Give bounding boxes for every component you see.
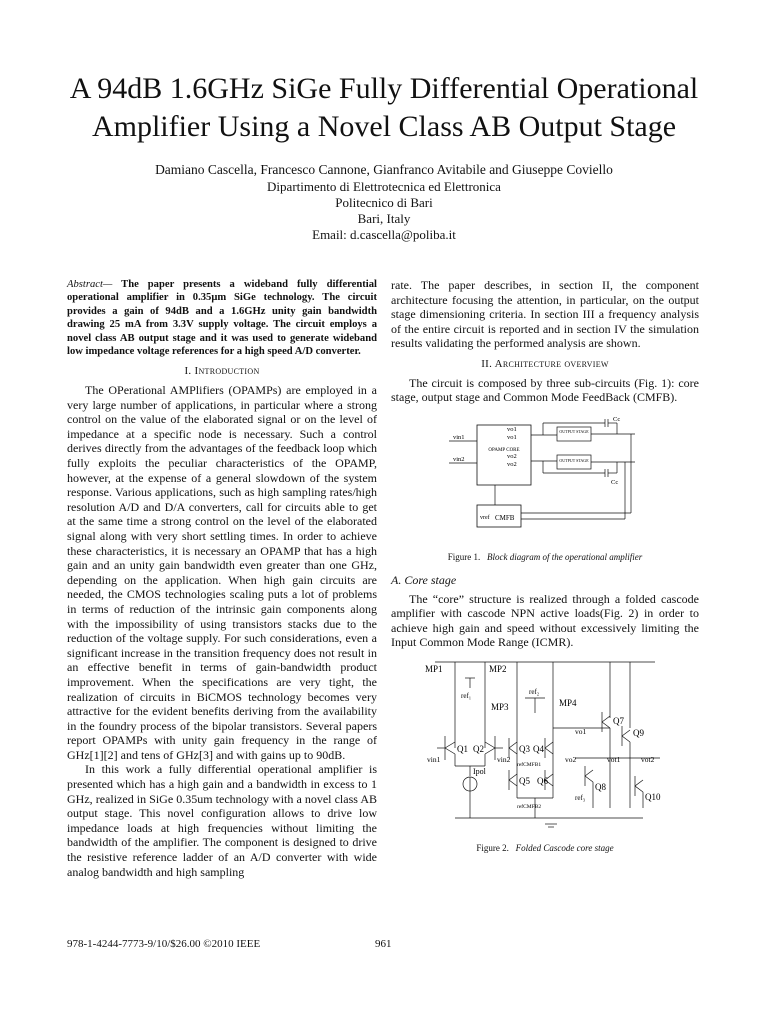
vref-label: vref — [480, 514, 490, 521]
figure-1-number: Figure 1. — [447, 552, 481, 563]
abstract — [67, 278, 377, 358]
vin1-schematic-label: vin1 — [427, 754, 441, 764]
q10-label: Q10 — [645, 791, 661, 802]
figure-1-block-diagram — [391, 413, 699, 547]
mp4-label: MP4 — [559, 697, 577, 708]
vo2-label: vo2 — [507, 452, 517, 460]
ref-cmfb1-label: refCMFB1 — [517, 761, 542, 768]
subsection-heading-core-stage: A. Core stage — [391, 572, 457, 587]
paper-title: A 94dB 1.6GHz SiGe Fully Differential Operational Amplifier Using a Novel Class AB Output Stage — [69, 72, 699, 143]
affiliation-dept: Dipartimento di Elettrotecnica ed Elettronica — [267, 179, 501, 194]
affiliation-school: Politecnico di Bari — [335, 195, 433, 210]
mp2-label: MP2 — [489, 663, 507, 674]
vo2-schematic-label: vo2 — [565, 754, 577, 764]
page-footer — [67, 938, 392, 950]
left-column — [67, 278, 377, 879]
ref1-label: ref₁ — [461, 691, 472, 700]
q1-label: Q1 — [457, 743, 468, 754]
cc-label-2: Cc — [611, 478, 619, 486]
ipol-label: Ipol — [473, 766, 486, 776]
output-stage-1-label: OUTPUT STAGE — [559, 428, 589, 434]
vin2-label: vin2 — [453, 455, 465, 463]
vo1-schematic-label: vo1 — [575, 726, 587, 736]
q5-label: Q5 — [519, 775, 530, 786]
abstract-label: Abstract— — [67, 279, 113, 290]
section-heading-architecture: II. Architecture overview — [481, 357, 609, 370]
vo2-label-b: vo2 — [507, 460, 517, 468]
ref3-label: ref₃ — [575, 793, 586, 802]
figure-1-caption — [391, 550, 699, 565]
author-block — [0, 162, 768, 243]
q8-label: Q8 — [595, 781, 606, 792]
page-number: 961 — [375, 938, 392, 950]
section-heading-introduction: I. Introduction — [184, 365, 260, 378]
figure-2-number: Figure 2. — [476, 842, 509, 853]
vo1-label-b: vo1 — [507, 433, 517, 441]
core-label: OPAMP CORE — [488, 447, 520, 453]
abstract-text: The paper presents a wideband fully differential operational amplifier in 0.35μm SiGe technology. The circuit provides a gain of 94dB and a 1.6GHz unity gain bandwidth drawing 25 mA from 3.3V supply voltage. The circuit employs a novel class AB output stage and it was used to generate wideband low impedance voltage references for a high speed A/D converter. — [67, 279, 377, 358]
folded-cascode-svg — [425, 658, 665, 833]
q9-label: Q9 — [633, 727, 644, 738]
q7-label: Q7 — [613, 715, 624, 726]
figure-2-caption-text: Folded Cascode core stage — [515, 842, 614, 853]
core-stage-paragraph: The “core” structure is realized through a folded cascode amplifier with cascode NPN active loads(Fig. 2) in order to achieve high gain and speed without excessively limiting the Input Common Mode Range (ICMR). — [391, 591, 699, 650]
intro-paragraph-2: In this work a fully differential operational amplifier is presented which has a high gain and a bandwidth in excess to 1 GHz, realized in SiGe 0.35um technology with a novel class AB output stage. This novel configuration allows to drive low impedance loads at high frequencies without limiting the bandwidth of the amplifier. The component is designed to drive the resistive reference ladder of an A/D converter with wide analog bandwidth and high sampling — [67, 762, 377, 879]
q6-label: Q6 — [537, 775, 548, 786]
q4-label: Q4 — [533, 743, 544, 754]
intro-paragraph-1: The OPerational AMPlifiers (OPAMPs) are employed in a very large number of applications, in particular where a strong control on the value of the elaborated signal or on the level of impedance at a specific node is necessary. Such a control derives directly from the advantages of the feedback loop which fully exploits the peculiar characteristics of the OPAMP, however, at the expense of a general slowdown of the system response. Various applications, such as high sampling rates/high resolution A/D and D/A converters, call for circuits able to get at the same time a strong control on the level of the elaborated signal along with very short settling times. In order to achieve these characteristics, it is necessary an OPAMP that has a high gain and an unity gain bandwidth even greater than one GHz, depending on the application. When high gain circuits are needed, the CMOS technologies scaling puts a lot of problems in terms of reduction of the intrinsic gain components along with the impossibility of using transistors stacks due to the reduction of the voltage supply. For such considerations, even a significant increase in the transition frequency does not result in an effective benefit in terms of gain-bandwidth product improvement. When the specifications are very tight, the realization of circuits in BiCMOS technology becomes very attractive for the evident benefits deriving from the availability in the foundry process of the bipolar transistors. Several papers report OPAMPs with unity gain frequency in the range of GHz[1][2] and tens of GHz[3] and with gains up to 90dB. — [67, 383, 377, 762]
vot2-label: vot2 — [641, 754, 655, 764]
vin2-schematic-label: vin2 — [497, 754, 511, 764]
copyright-line: 978-1-4244-7773-9/10/$26.00 ©2010 IEEE — [67, 938, 261, 950]
block-diagram-svg — [445, 413, 645, 543]
author-names: Damiano Cascella, Francesco Cannone, Gianfranco Avitabile and Giuseppe Coviello — [155, 162, 613, 177]
affiliation-city: Bari, Italy — [357, 211, 411, 226]
affiliation-email: Email: d.cascella@poliba.it — [312, 227, 456, 242]
figure-1-caption-text: Block diagram of the operational amplifier — [487, 552, 643, 563]
architecture-paragraph: The circuit is composed by three sub-circuits (Fig. 1): core stage, output stage and Common Mode FeedBack (CMFB). — [391, 375, 699, 405]
right-column — [391, 278, 699, 861]
q3-label: Q3 — [519, 743, 530, 754]
ref-cmfb2-label: refCMFB2 — [517, 803, 542, 810]
ref2-label: ref₂ — [529, 687, 540, 696]
output-stage-2-label: OUTPUT STAGE — [559, 457, 589, 463]
cc-label-1: Cc — [613, 415, 621, 423]
continued-paragraph: rate. The paper describes, in section II, the component architecture focusing the attention, in particular, on the output stage dimensioning criteria. In section III a frequency analysis of the entire circuit is reported and in section IV the simulation results validating the performed analysis are shown. — [391, 278, 699, 351]
q2-label: Q2 — [473, 743, 484, 754]
vot1-label: vot1 — [607, 754, 621, 764]
mp1-label: MP1 — [425, 663, 443, 674]
mp3-label: MP3 — [491, 701, 509, 712]
vin1-label: vin1 — [453, 433, 465, 441]
figure-2-caption — [391, 841, 699, 856]
vo1-label: vo1 — [507, 425, 517, 433]
figure-2-schematic — [391, 658, 699, 837]
cmfb-label: CMFB — [495, 513, 515, 522]
